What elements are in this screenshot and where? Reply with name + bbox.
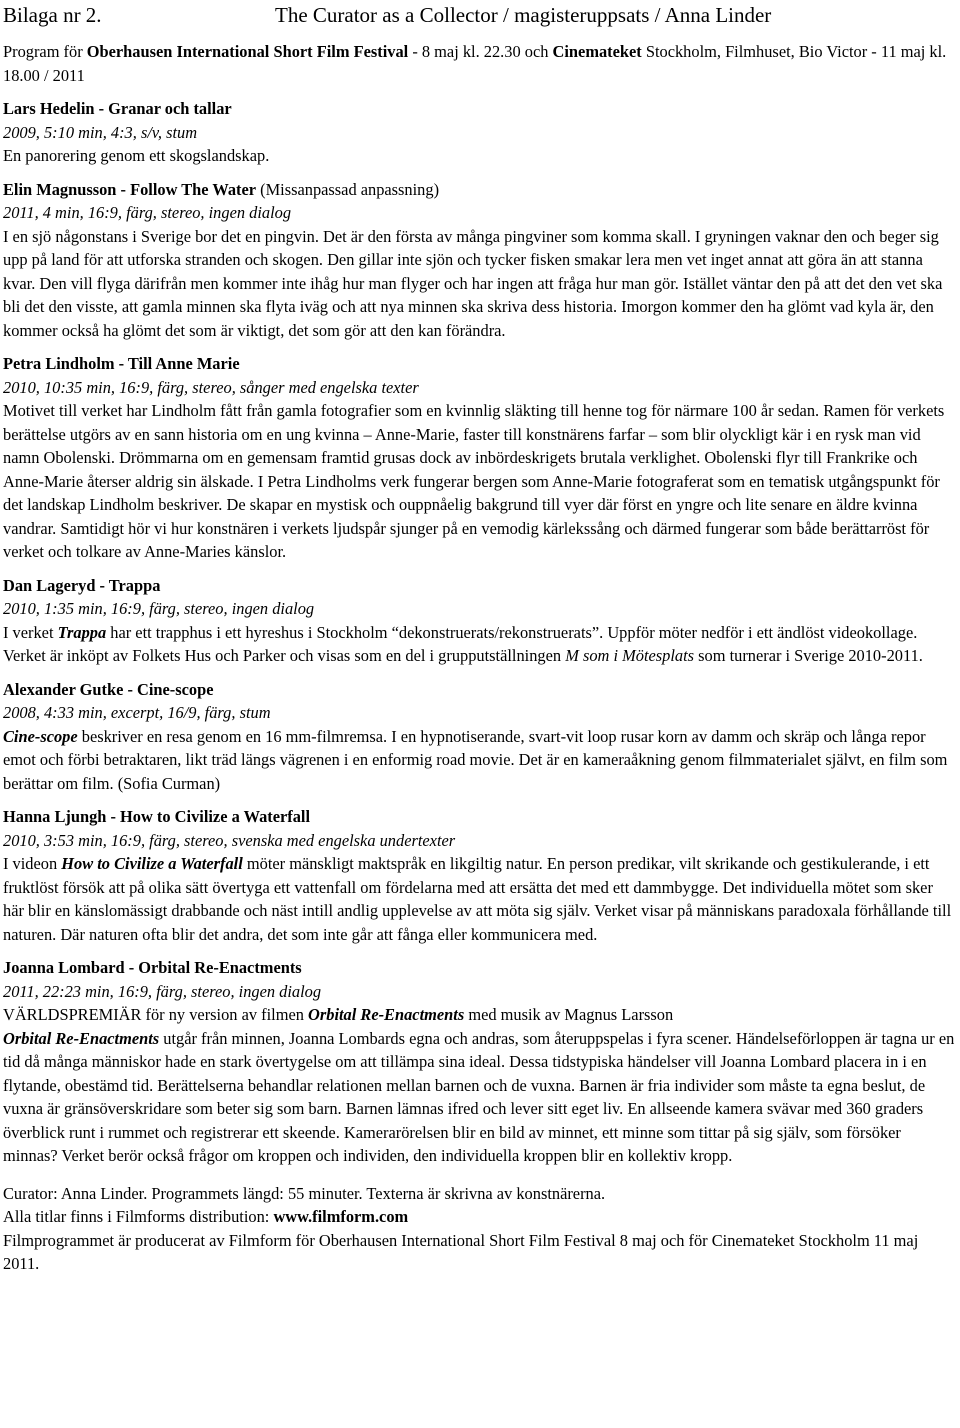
film-premiere-note: VÄRLDSPREMIÄR för ny version av filmen Orbital Re-Enactments med musik av Magnus Larsson: [3, 1005, 674, 1024]
film-description: I verket Trappa har ett trapphus i ett hyreshus i Stockholm “dekonstruerats/rekonstruerats”. Uppför möter nedför i ett ändlöst videokollage. Verket är inköpt av Folkets Hus och Parker och visas som en del i grupputställningen M som i Mötesplats som turnerar i Sverige 2010-2011.: [3, 622, 923, 665]
film-description: I en sjö någonstans i Sverige bor det en pingvin. Det är den första av många pingviner som komma skall. I gryningen vaknar den och beger sig upp på land för att utforska stranden och skogen. Den gillar inte sjön och tycker fisken smakar lera men vet inget annat att göra än att stanna kvar. Den vill flyga därifrån men kommer inte ihåg hur man flyger och har ingen att fråga hur man gör. Istället väntar den på att det den vet ska bli det den visste, att gamla minnen ska flyta iväg och att nya minnen ska skriva dess historia. Imorgon kommer den ha glömt vad kyla är, den kommer också ha glömt det som är viktigt, det som gör att den kan förändra.: [3, 226, 943, 340]
film-description: Orbital Re-Enactments utgår från minnen, Joanna Lombards egna och andras, som återuppspelas i fyra scener. Händelseförloppen är tagna ur en tid då många människor hade en stark övertygelse om att tillämpa sina ideal. Dessa tidstypiska händelser vill Joanna Lombard placera in i en flytande, obestämd tid. Berättelserna behandlar relationen mellan barnen och de vuxna. Barnen är fria individer som måste ta egna beslut, de vuxna är gränsöverskridare som beter sig som barn. Barnen lämnas ifred och lever sitt eget liv. En allseende kamera svävar med 360 graders överblick runt i rummet och registrerar ett skeende. Kamerarörelsen blir en bild av minnet, ett minne som tittar på sig själv, som försöker minnas? Verket berör också frågor om kroppen och individen, den individuella kroppen blir en kollektiv kropp.: [3, 1028, 955, 1165]
film-entry: [3, 678, 955, 796]
program-footer: [3, 1182, 955, 1276]
film-meta: 2011, 4 min, 16:9, färg, stereo, ingen dialog: [3, 203, 292, 222]
film-entry: [3, 805, 955, 946]
film-meta: 2011, 22:23 min, 16:9, färg, stereo, ingen dialog: [3, 981, 322, 1001]
film-entry: [3, 352, 955, 564]
website-link[interactable]: www.filmform.com: [273, 1207, 409, 1226]
film-entry: [3, 178, 955, 343]
film-title: Elin Magnusson - Follow The Water (Missanpassad anpassning): [3, 179, 440, 199]
film-title: Hanna Ljungh - How to Civilize a Waterfall: [3, 807, 311, 826]
film-description: Cine-scope beskriver en resa genom en 16 mm-filmremsa. I en hypnotiserande, svart-vit loop rusar korn av damm och skräp och långa repor emot och förbi betraktaren, likt träd längs vägrenen i en enformig road movie. Det är en kameraåkning genom filmmaterialet självt, en film som berättar om film. (Sofia Curman): [3, 726, 948, 793]
curator-line: Curator: Anna Linder. Programmets längd: 55 minuter. Texterna är skrivna av konstnärerna.: [3, 1183, 606, 1203]
program-intro: Program för Oberhausen International Short Film Festival - 8 maj kl. 22.30 och Cinemateket Stockholm, Filmhuset, Bio Victor - 11 maj kl. 18.00 / 2011: [3, 42, 947, 85]
film-entry: [3, 97, 955, 168]
film-description: Motivet till verket har Lindholm fått från gamla fotografier som en kvinnlig släkting till henne tog för närmare 100 år sedan. Ramen för verkets berättelse utgörs av en sann historia om en ung kvinna – Anne-Marie, faster till konstnärens farfar – som blir olyckligt kär i en rysk man vid namn Obolenski. Drömmarna om en gemensam framtid grusas dock av inbördeskrigets brutala verklighet. Obolenski flyr till Frankrike och Anne-Marie återser aldrig sin älskade. I Petra Lindholms verk fungerar bergen som Anne-Marie fotograferat som en tematisk utgångspunkt för det landskap Lindholm beskriver. De skapar en mystisk och ouppnåelig bakgrund till vyer där först en yngre och lite senare en äldre kvinna vandrar. Samtidigt hör vi hur konstnären i verkets ljudspår sjunger på en vemodig kärlekssång och därmed fungerar som både berättarröst för verket och tolkare av Anne-Maries känslor.: [3, 401, 945, 561]
appendix-label: Bilaga nr 2.: [3, 3, 102, 27]
film-meta: 2008, 4:33 min, excerpt, 16/9, färg, stum: [3, 703, 271, 722]
distribution-line: Alla titlar finns i Filmforms distribution: www.filmform.com: [3, 1207, 409, 1226]
document-page: [3, 0, 955, 1276]
film-meta: 2010, 1:35 min, 16:9, färg, stereo, ingen dialog: [3, 599, 315, 618]
film-meta: 2010, 10:35 min, 16:9, färg, stereo, sånger med engelska texter: [3, 377, 419, 397]
film-title: Dan Lageryd - Trappa: [3, 575, 161, 595]
film-title: Lars Hedelin - Granar och tallar: [3, 99, 232, 118]
page-header: [3, 0, 955, 30]
film-entry: [3, 956, 955, 1168]
thesis-title: The Curator as a Collector / magisteruppsats / Anna Linder: [275, 3, 772, 27]
film-entry: [3, 574, 955, 668]
film-title: Alexander Gutke - Cine-scope: [3, 679, 214, 699]
film-title: Joanna Lombard - Orbital Re-Enactments: [3, 958, 302, 977]
film-meta: 2010, 3:53 min, 16:9, färg, stereo, svenska med engelska undertexter: [3, 830, 456, 850]
film-meta: 2009, 5:10 min, 4:3, s/v, stum: [3, 122, 198, 142]
producer-line: Filmprogrammet är producerat av Filmform för Oberhausen International Short Film Festival 8 maj och för Cinemateket Stockholm 11 maj 2011.: [3, 1230, 919, 1273]
film-title: Petra Lindholm - Till Anne Marie: [3, 354, 240, 373]
film-description: En panorering genom ett skogslandskap.: [3, 146, 270, 165]
film-description: I videon How to Civilize a Waterfall möter mänskligt maktspråk en likgiltig natur. En person predikar, vilt skrikande och gestikulerande, i ett fruktlöst försök att på olika sätt övertyga ett vattenfall om fördelarna med att ersätta det med ett dammbygge. Det individuella mötet som sker här blir en känslomässigt drabbande och näst intill andlig upplevelse av att möta sig själv. Verket visar på människans paradoxala förhållande till naturen. Där naturen ofta blir det andra, det som inte går att fånga eller kommunicera med.: [3, 854, 952, 944]
